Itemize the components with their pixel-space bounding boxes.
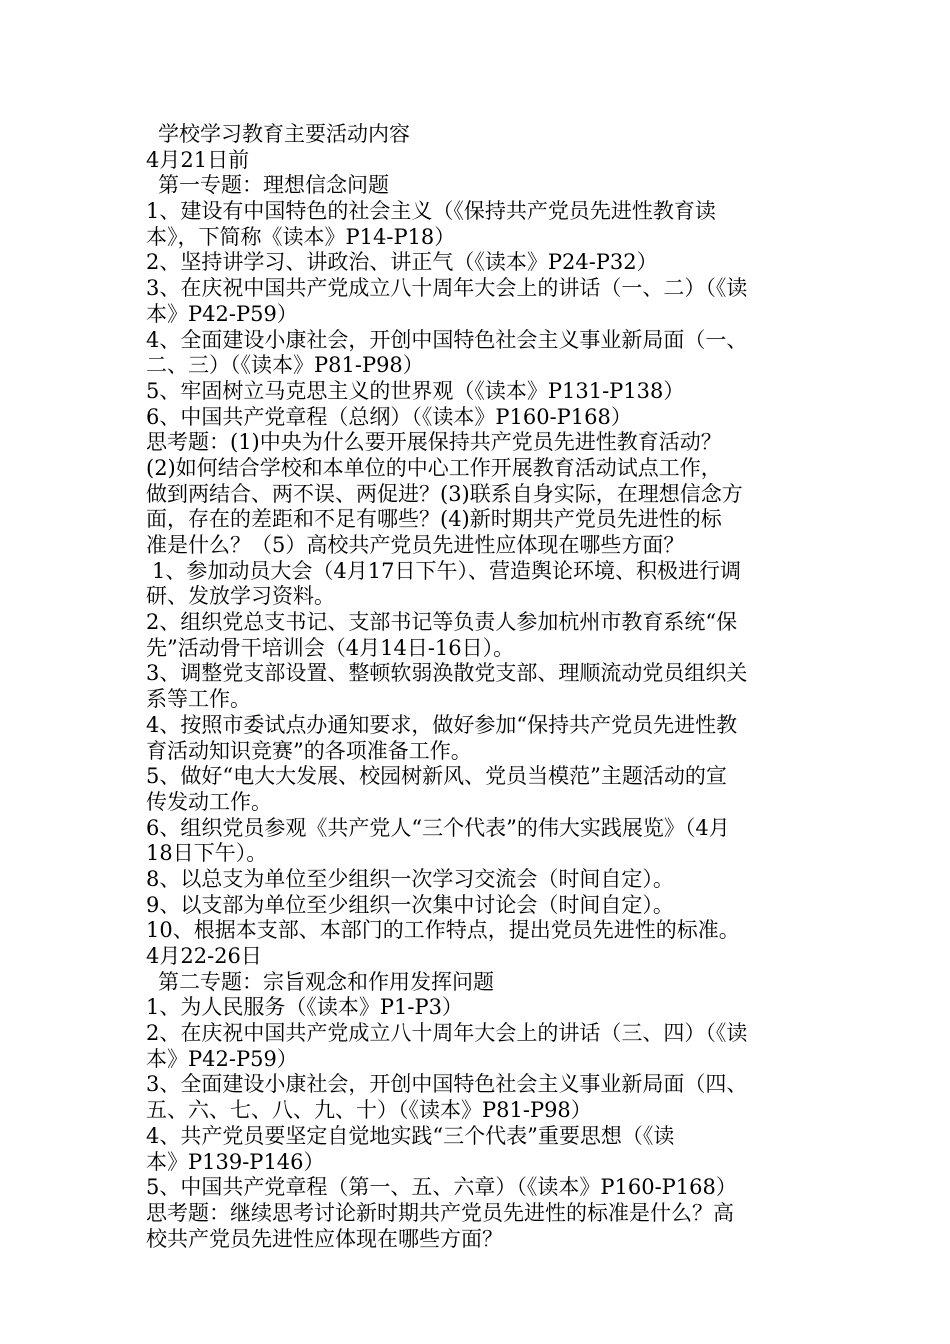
text-line: 本》，下简称《读本》P14-P18） [146, 224, 456, 249]
text-line: 育活动知识竞赛”的各项准备工作。 [146, 738, 472, 763]
text-line: 面，存在的差距和不足有哪些？(4)新时期共产党员先进性的标 [146, 507, 722, 532]
text-line: 3、在庆祝中国共产党成立八十周年大会上的讲话（一、二）（《读 [146, 276, 748, 301]
text-line: 传发动工作。 [146, 789, 272, 814]
text-line: 研、发放学习资料。 [146, 584, 335, 609]
text-line: 2、坚持讲学习、讲政治、讲正气（《读本》P24-P32） [146, 250, 658, 275]
text-line: 6、组织党员参观《共产党人“三个代表”的伟大实践展览》（4月 [146, 815, 730, 840]
text-line: 准是什么？（5）高校共产党员先进性应体现在哪些方面？ [146, 533, 685, 557]
text-line: 2、在庆祝中国共产党成立八十周年大会上的讲话（三、四）（《读 [146, 1021, 748, 1046]
text-line: 8、以总支为单位至少组织一次学习交流会（时间自定）。 [146, 866, 674, 891]
text-line: 1、参加动员大会（4月17日下午）、营造舆论环境、积极进行调 [152, 558, 741, 583]
text-line: 5、牢固树立马克思主义的世界观（《读本》P131-P138） [146, 378, 685, 403]
topic-heading: 第一专题：理想信念问题 [158, 173, 389, 198]
text-line: 先”活动骨干培训会（4月14日-16日）。 [146, 635, 515, 660]
text-line: 5、中国共产党章程（第一、五、六章）（《读本》P160-P168） [146, 1175, 737, 1200]
text-line: 五、六、七、八、九、十）（《读本》P81-P98） [146, 1098, 592, 1123]
text-line: 思考题：继续思考讨论新时期共产党员先进性的标准是什么？高 [146, 1200, 734, 1225]
text-line: 4、全面建设小康社会，开创中国特色社会主义事业新局面（一、 [146, 327, 748, 352]
text-line: 6、中国共产党章程（总纲）（《读本》P160-P168） [146, 404, 632, 429]
text-line: 5、做好“电大大发展、校园树新风、党员当模范”主题活动的宣 [146, 764, 727, 789]
text-line: 10、根据本支部、本部门的工作特点，提出党员先进性的标准。 [146, 918, 740, 943]
text-line: 本》P42-P59） [146, 1046, 298, 1071]
text-line: 校共产党员先进性应体现在哪些方面？ [146, 1226, 503, 1251]
text-line: 3、全面建设小康社会，开创中国特色社会主义事业新局面（四、 [146, 1072, 748, 1097]
text-line: 系等工作。 [146, 687, 251, 712]
text-line: 2、组织党总支书记、支部书记等负责人参加杭州市教育系统“保 [146, 610, 738, 635]
text-line: 做到两结合、两不误、两促进？(3)联系自身实际，在理想信念方 [146, 481, 743, 506]
text-line: 本》P42-P59） [146, 301, 298, 326]
text-line: 二、三）（《读本》P81-P98） [146, 353, 424, 378]
text-line: 思考题：(1)中央为什么要开展保持共产党员先进性教育活动？ [146, 430, 722, 455]
topic-heading: 第二专题：宗旨观念和作用发挥问题 [158, 969, 494, 994]
document-title: 学校学习教育主要活动内容 [158, 122, 410, 146]
text-line: (2)如何结合学校和本单位的中心工作开展教育活动试点工作， [146, 455, 722, 480]
text-line: 4、共产党员要坚定自觉地实践“三个代表”重要思想（《读 [146, 1123, 675, 1148]
text-line: 本》P139-P146） [146, 1149, 325, 1174]
text-line: 18日下午）。 [146, 841, 268, 866]
text-line: 1、为人民服务（《读本》P1-P3） [146, 995, 463, 1020]
document-body [146, 122, 812, 1252]
date-heading: 4月22-26日 [146, 944, 262, 968]
text-line: 1、建设有中国特色的社会主义（《保持共产党员先进性教育读 [146, 199, 716, 224]
text-line: 3、调整党支部设置、整顿软弱涣散党支部、理顺流动党员组织关 [146, 661, 748, 686]
text-line: 9、以支部为单位至少组织一次集中讨论会（时间自定）。 [146, 892, 674, 917]
text-line: 4、按照市委试点办通知要求，做好参加“保持共产党员先进性教 [146, 712, 738, 737]
date-heading: 4月21日前 [146, 147, 250, 172]
